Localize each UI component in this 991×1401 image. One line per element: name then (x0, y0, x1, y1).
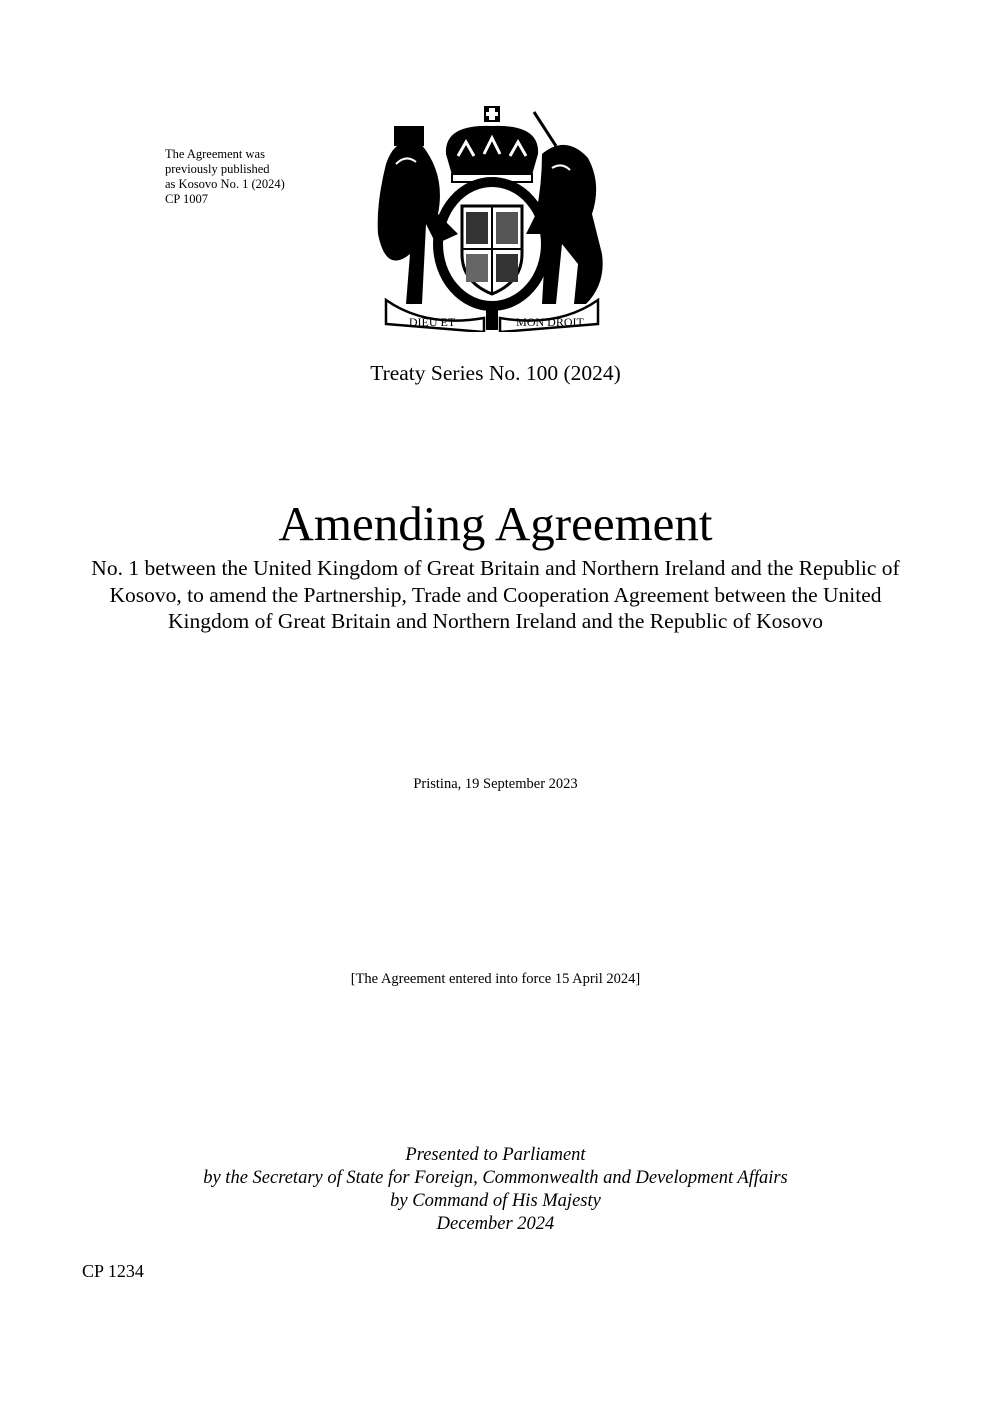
shield-icon (438, 182, 546, 306)
previous-publication-note (165, 147, 285, 207)
treaty-series-number: Treaty Series No. 100 (2024) (370, 361, 621, 385)
presented-line: by the Secretary of State for Foreign, Commonwealth and Development Affairs (203, 1168, 788, 1188)
document-subtitle: No. 1 between the United Kingdom of Great Britain and Northern Ireland and the Republic of Kosovo, to amend the Partnership, Trade and Cooperation Agreement between the United Kingdom of Great Britain and Northern Ireland and the Republic of Kosovo (91, 556, 900, 633)
presented-line: December 2024 (436, 1214, 555, 1234)
presented-line: Presented to Parliament (405, 1145, 586, 1165)
note-line: as Kosovo No. 1 (2024) (165, 177, 285, 191)
crown-icon (446, 106, 538, 182)
presentation-statement (0, 1144, 991, 1236)
royal-coat-of-arms-emblem (366, 104, 618, 332)
presented-line: by Command of His Majesty (390, 1191, 601, 1211)
note-line: CP 1007 (165, 192, 208, 206)
note-line: The Agreement was (165, 147, 265, 161)
command-paper-number: CP 1234 (82, 1261, 144, 1281)
note-line: previously published (165, 162, 270, 176)
motto-scroll (386, 300, 598, 332)
document-title: Amending Agreement (278, 496, 713, 551)
svg-text:DIEU ET: DIEU ET (408, 315, 456, 329)
entry-into-force-note: [The Agreement entered into force 15 April 2024] (350, 971, 641, 987)
place-and-date: Pristina, 19 September 2023 (413, 776, 578, 792)
svg-text:MON DROIT: MON DROIT (516, 315, 584, 329)
